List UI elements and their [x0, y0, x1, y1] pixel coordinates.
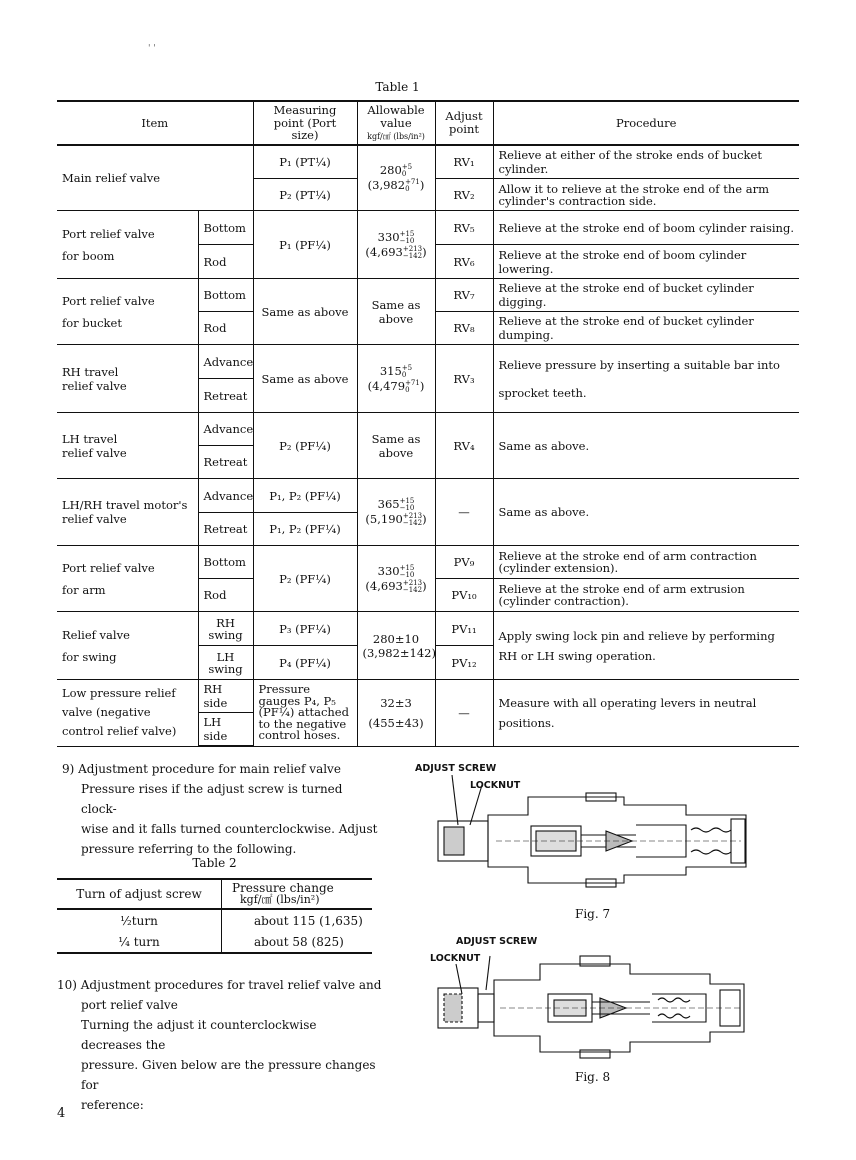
hdr-procedure: Procedure [493, 101, 799, 145]
procedure-cell: Relieve pressure by inserting a suitable bar into sprocket teeth. [493, 345, 799, 413]
adjust-cell: RV₄ [435, 413, 493, 479]
mp-cell: P₁ (PF¼) [253, 211, 357, 279]
hdr-turn: Turn of adjust screw [57, 879, 222, 909]
procedure-cell: Allow it to relieve at the stroke end of the arm cylinder's contraction side. [493, 179, 799, 211]
item-boom: Port relief valve for boom [57, 211, 198, 279]
hdr-allowable: Allowable value kgf/㎠ (lbs/in²) [357, 101, 435, 145]
sub-cell: Bottom [198, 211, 253, 245]
sub-cell: Advance [198, 345, 253, 379]
pressure-cell: about 58 (825) [222, 931, 373, 953]
procedure-cell: Same as above. [493, 479, 799, 546]
sub-cell: Rod [198, 579, 253, 612]
item-lh-travel: LH travel relief valve [57, 413, 198, 479]
item-bucket: Port relief valve for bucket [57, 279, 198, 345]
adjust-cell: PV₁₁ [435, 612, 493, 646]
hdr-pressure-change: Pressure change kgf/㎠ (lbs/in²) [222, 879, 373, 909]
procedure-cell: Measure with all operating levers in neutral positions. [493, 680, 799, 747]
turn-cell: ½turn [120, 913, 158, 928]
sub-cell: RH swing [198, 612, 253, 646]
item-arm: Port relief valve for arm [57, 546, 198, 612]
adjust-cell: RV₆ [435, 245, 493, 279]
adjust-cell: PV₁₀ [435, 579, 493, 612]
table1-caption: Table 1 [375, 80, 420, 94]
mp-cell: P₁, P₂ (PF¼) [253, 479, 357, 513]
procedure-cell: Relieve at the stroke end of bucket cylinder dumping. [493, 312, 799, 345]
value-cell: 330+15 −10 (4,693+213 −142) [357, 546, 435, 612]
table2-caption: Table 2 [192, 856, 237, 870]
adjust-cell: RV₅ [435, 211, 493, 245]
procedure-cell: Relieve at the stroke end of arm contraction (cylinder extension). [493, 546, 799, 579]
value-cell: Same as above [357, 413, 435, 479]
fig7-relief-valve-drawing [436, 775, 752, 890]
adjust-cell: RV₂ [435, 179, 493, 211]
procedure-cell: Apply swing lock pin and relieve by performing RH or LH swing operation. [493, 612, 799, 680]
mp-cell: Same as above [253, 279, 357, 345]
adjust-cell: RV₇ [435, 279, 493, 312]
value-cell: 280±10 (3,982±142) [357, 612, 435, 680]
page-number: 4 [57, 1106, 66, 1121]
fig7-locknut-label: LOCKNUT [470, 780, 521, 791]
value-cell: 32±3 (455±43) [357, 680, 435, 747]
mp-cell: P₃ (PF¼) [253, 612, 357, 646]
value-cell: 315+5 0 (4,479+71 0 ) [357, 345, 435, 413]
sub-cell: Retreat [198, 446, 253, 479]
value-cell: 365+15 −10 (5,190+213 −142) [357, 479, 435, 546]
value-cell: Same as above [357, 279, 435, 345]
item-swing: Relief valve for swing [57, 612, 198, 680]
fig7-adjust-screw-label: ADJUST SCREW [415, 763, 497, 774]
corner-mark: ' ' [148, 44, 156, 54]
fig8-adjust-screw-label: ADJUST SCREW [456, 936, 538, 947]
mp-cell: P₂ (PF¼) [253, 546, 357, 612]
sub-cell: Bottom [198, 546, 253, 579]
sub-cell: Retreat [198, 379, 253, 413]
mp-cell: Pressure gauges P₄, P₅ (PF¼) attached to the negative control hoses. [253, 680, 357, 747]
value-cell: 280+5 0 (3,982+71 0 ) [357, 145, 435, 211]
fig8-caption: Fig. 8 [575, 1070, 611, 1084]
mp-cell: Same as above [253, 345, 357, 413]
sub-cell: LH swing [198, 646, 253, 680]
adjust-cell: PV₁₂ [435, 646, 493, 680]
adjust-cell: PV₉ [435, 546, 493, 579]
item-travel-motor: LH/RH travel motor's relief valve [57, 479, 198, 546]
hdr-item: Item [57, 101, 253, 145]
sub-cell: Advance [198, 479, 253, 513]
relief-valve-table [57, 100, 799, 747]
procedure-cell: Relieve at the stroke end of arm extrusion (cylinder contraction). [493, 579, 799, 612]
procedure-cell: Same as above. [493, 413, 799, 479]
hdr-adjust-point: Adjust point [435, 101, 493, 145]
section10-body: port relief valve Turning the adjust it counterclockwise decreases the pressure. Given below are the pressure changes for reference: [81, 998, 376, 1112]
section10-title: 10) Adjustment procedures for travel relief valve and [57, 978, 382, 992]
adjust-cell: RV₃ [435, 345, 493, 413]
adjust-cell: RV₈ [435, 312, 493, 345]
adjust-cell: — [435, 680, 493, 747]
procedure-cell: Relieve at the stroke end of boom cylinder lowering. [493, 245, 799, 279]
procedure-cell: Relieve at the stroke end of bucket cylinder digging. [493, 279, 799, 312]
value-cell: 330+15 −10 (4,693+213 −142) [357, 211, 435, 279]
mp-cell: P₁, P₂ (PF¼) [253, 513, 357, 546]
section9-body: Pressure rises if the adjust screw is turned clock- wise and it falls turned counterclockwise. Adjust pressure referring to the following. [81, 782, 378, 856]
sub-cell: Rod [198, 245, 253, 279]
sub-cell: Bottom [198, 279, 253, 312]
fig7-caption: Fig. 7 [575, 907, 611, 921]
mp-cell: P₁ (PT¼) [253, 145, 357, 179]
item-main-relief: Main relief valve [57, 145, 253, 211]
mp-cell: P₂ (PT¼) [253, 179, 357, 211]
mp-cell: P₂ (PF¼) [253, 413, 357, 479]
sub-cell: Advance [198, 413, 253, 446]
adjust-cell: — [435, 479, 493, 546]
sub-cell: LH side [198, 713, 253, 747]
pressure-cell: about 115 (1,635) [222, 909, 373, 931]
mp-cell: P₄ (PF¼) [253, 646, 357, 680]
item-rh-travel: RH travel relief valve [57, 345, 198, 413]
sub-cell: RH side [198, 680, 253, 713]
turn-cell: ¼ turn [57, 931, 222, 953]
procedure-cell: Relieve at either of the stroke ends of bucket cylinder. [493, 145, 799, 179]
fig8-locknut-label: LOCKNUT [430, 953, 481, 964]
adjust-cell: RV₁ [435, 145, 493, 179]
hdr-measuring-point: Measuring point (Port size) [253, 101, 357, 145]
section9-title: 9) Adjustment procedure for main relief valve [62, 762, 341, 776]
fig8-relief-valve-drawing [430, 950, 752, 1060]
sub-cell: Rod [198, 312, 253, 345]
procedure-cell: Relieve at the stroke end of boom cylinder raising. [493, 211, 799, 245]
sub-cell: Retreat [198, 513, 253, 546]
item-low-pressure: Low pressure relief valve (negative control relief valve) [57, 680, 198, 747]
adjust-screw-table [57, 878, 372, 954]
